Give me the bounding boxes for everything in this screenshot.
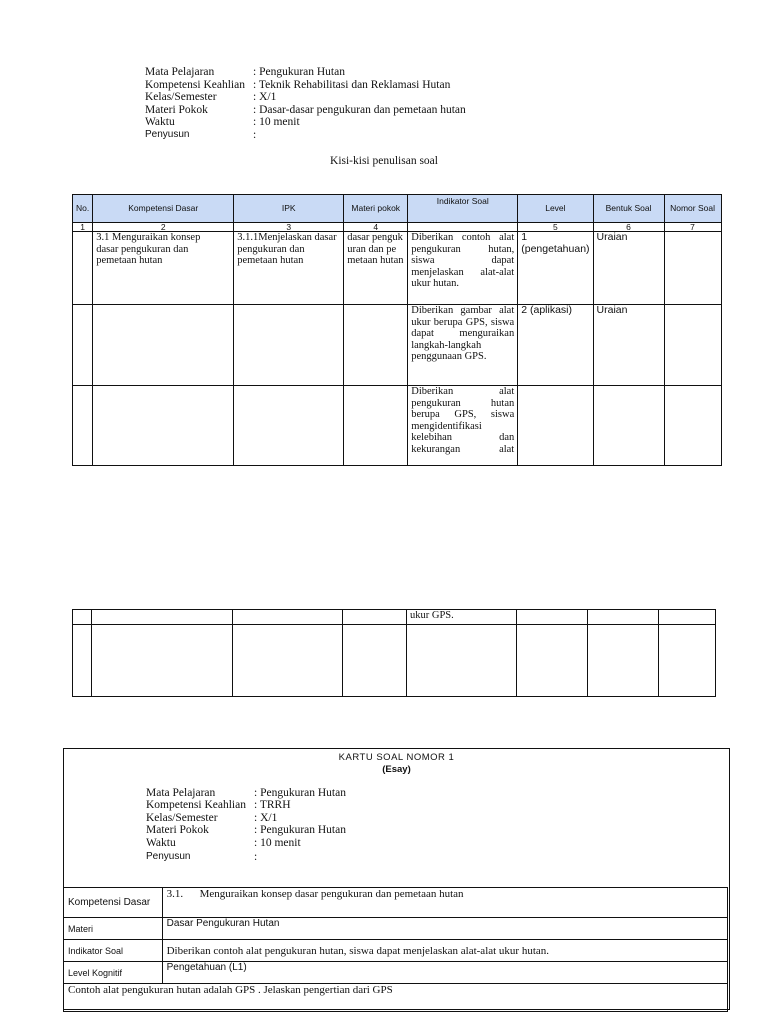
header-cell-ipk: IPK <box>234 195 344 223</box>
column-number <box>408 223 518 232</box>
kartu-title: KARTU SOAL NOMOR 1 <box>338 752 455 763</box>
cell-no <box>73 232 93 305</box>
cell-nomor <box>664 305 721 386</box>
column-number: 3 <box>234 223 344 232</box>
cell-kompetensi-dasar <box>92 625 233 697</box>
cell-level <box>518 386 593 466</box>
kartu-value: Diberikan contoh alat pengukuran hutan, siswa dapat menjelaskan alat-alat ukur hutan. <box>162 940 727 962</box>
field-mata-pelajaran <box>145 66 466 79</box>
cell-indikator: Diberikan gambar alat ukur berupa GPS, siswa dapat menguraikan langkah-langkah penggunaan GPS. <box>408 305 518 386</box>
cell-no <box>73 386 93 466</box>
cell-ipk <box>234 305 344 386</box>
field-value: : 10 menit <box>253 116 300 129</box>
kartu-value: Pengetahuan (L1) <box>162 962 727 984</box>
cell-indikator: ukur GPS. <box>407 610 517 625</box>
kartu-row-question <box>64 984 728 1012</box>
field-materi-pokok <box>146 824 346 836</box>
header-cell-bentuk: Bentuk Soal <box>593 195 664 223</box>
field-value: : 10 menit <box>254 836 301 849</box>
cell-materi <box>344 386 408 466</box>
kartu-info <box>146 787 346 863</box>
field-value: : Pengukuran Hutan <box>254 824 346 837</box>
cell-materi: dasar pengukuran dan pemetaan hutan <box>344 232 408 305</box>
field-value: : TRRH <box>254 799 291 812</box>
field-label: Waktu <box>146 836 176 849</box>
cell-bentuk: Uraian <box>593 232 664 305</box>
field-label: Kelas/Semester <box>146 811 218 824</box>
header-cell-level: Level <box>518 195 593 223</box>
cell-no <box>73 610 92 625</box>
table-row <box>73 386 722 466</box>
field-label: Penyusun <box>145 128 190 140</box>
cell-indikator <box>407 625 517 697</box>
field-label: Mata Pelajaran <box>146 787 216 799</box>
kartu-label: Materi <box>64 918 163 940</box>
table-row <box>73 305 722 386</box>
kartu-label: Indikator Soal <box>64 940 163 962</box>
field-label: Materi Pokok <box>145 103 208 116</box>
column-number-row <box>73 223 722 232</box>
cell-ipk <box>233 610 343 625</box>
cell-bentuk <box>588 610 659 625</box>
kisi-kisi-table <box>72 194 722 466</box>
column-number: 7 <box>664 223 721 232</box>
cell-kompetensi-dasar: 3.1 Menguraikan konsep dasar pengukuran dan pemetaan hutan <box>93 232 234 305</box>
field-kelas-semester <box>145 91 466 104</box>
field-label: Penyusun <box>146 850 191 862</box>
field-value: : Pengukuran Hutan <box>253 66 345 78</box>
header-cell-materi: Materi pokok <box>344 195 408 223</box>
kartu-row-indikator <box>64 940 728 962</box>
field-value: : <box>253 128 257 141</box>
cell-indikator: Diberikan alat pengukuran hutan berupa GPS, siswa mengidentifikasi kelebihan dan kekurangan alat <box>408 386 518 466</box>
cell-nomor <box>664 386 721 466</box>
header-cell-nomor: Nomor Soal <box>664 195 721 223</box>
field-label: Mata Pelajaran <box>145 66 215 78</box>
kartu-soal <box>63 748 730 1010</box>
cell-ipk <box>233 625 343 697</box>
field-kompetensi-keahlian <box>145 79 466 92</box>
kartu-subtitle: (Esay) <box>382 763 411 775</box>
field-kompetensi-keahlian <box>146 799 346 811</box>
kartu-row-level <box>64 962 728 984</box>
column-number: 2 <box>93 223 234 232</box>
cell-bentuk <box>588 625 659 697</box>
field-materi-pokok <box>145 104 466 117</box>
cell-level: 1 (pengetahuan) <box>518 232 593 305</box>
field-waktu <box>146 837 346 849</box>
field-label: Kompetensi Keahlian <box>146 799 246 812</box>
cell-no <box>73 625 92 697</box>
field-waktu <box>145 116 466 129</box>
field-label: Materi Pokok <box>146 824 209 837</box>
cell-level: 2 (aplikasi) <box>518 305 593 386</box>
table-row <box>73 610 716 625</box>
cell-materi <box>343 625 407 697</box>
cell-kompetensi-dasar <box>93 386 234 466</box>
header-cell-indikator: Indikator Soal <box>408 195 518 223</box>
field-penyusun <box>145 129 466 142</box>
column-number: 4 <box>344 223 408 232</box>
header-cell-kompetensi: Kompetensi Dasar <box>93 195 234 223</box>
cell-bentuk <box>593 386 664 466</box>
header-cell-no: No. <box>73 195 93 223</box>
kartu-value: 3.1. Menguraikan konsep dasar pengukuran dan pemetaan hutan <box>162 888 727 918</box>
kartu-row-kompetensi <box>64 888 728 918</box>
field-mata-pelajaran <box>146 787 346 799</box>
page-title: Kisi-kisi penulisan soal <box>330 155 438 167</box>
field-label: Waktu <box>145 116 175 129</box>
cell-nomor <box>659 625 716 697</box>
field-value: : X/1 <box>254 811 278 824</box>
cell-level <box>517 610 588 625</box>
kartu-label: Kompetensi Dasar <box>64 888 163 918</box>
cell-nomor <box>659 610 716 625</box>
cell-ipk <box>234 386 344 466</box>
cell-materi <box>343 610 407 625</box>
field-value: : Pengukuran Hutan <box>254 787 346 799</box>
cell-ipk: 3.1.1Menjelaskan dasar pengukuran dan pemetaan hutan <box>234 232 344 305</box>
kartu-row-materi <box>64 918 728 940</box>
table-row <box>73 625 716 697</box>
kisi-kisi-table-continued <box>72 609 716 697</box>
kartu-question: Contoh alat pengukuran hutan adalah GPS . Jelaskan pengertian dari GPS <box>64 984 728 1012</box>
cell-level <box>517 625 588 697</box>
field-penyusun <box>146 851 346 863</box>
table-row <box>73 232 722 305</box>
field-value: : Dasar-dasar pengukuran dan pemetaan hutan <box>253 103 466 116</box>
cell-no <box>73 305 93 386</box>
kartu-value: Dasar Pengukuran Hutan <box>162 918 727 940</box>
cell-kompetensi-dasar <box>93 305 234 386</box>
cell-nomor <box>664 232 721 305</box>
column-number: 1 <box>73 223 93 232</box>
field-label: Kompetensi Keahlian <box>145 78 245 91</box>
table-header-row <box>73 195 722 223</box>
cell-indikator: Diberikan contoh alat pengukuran hutan, siswa dapat menjelaskan alat-alat ukur hutan. <box>408 232 518 305</box>
cell-bentuk: Uraian <box>593 305 664 386</box>
kartu-label: Level Kognitif <box>64 962 163 984</box>
cell-kompetensi-dasar <box>92 610 233 625</box>
kartu-table <box>63 887 728 1012</box>
column-number: 6 <box>593 223 664 232</box>
field-value: : <box>254 850 258 863</box>
field-label: Kelas/Semester <box>145 91 217 104</box>
field-value: : Teknik Rehabilitasi dan Reklamasi Hutan <box>253 78 451 91</box>
kartu-title-block <box>64 752 729 775</box>
column-number: 5 <box>518 223 593 232</box>
cell-materi <box>344 305 408 386</box>
field-kelas-semester <box>146 812 346 824</box>
header-info <box>145 66 466 142</box>
field-value: : X/1 <box>253 91 277 104</box>
